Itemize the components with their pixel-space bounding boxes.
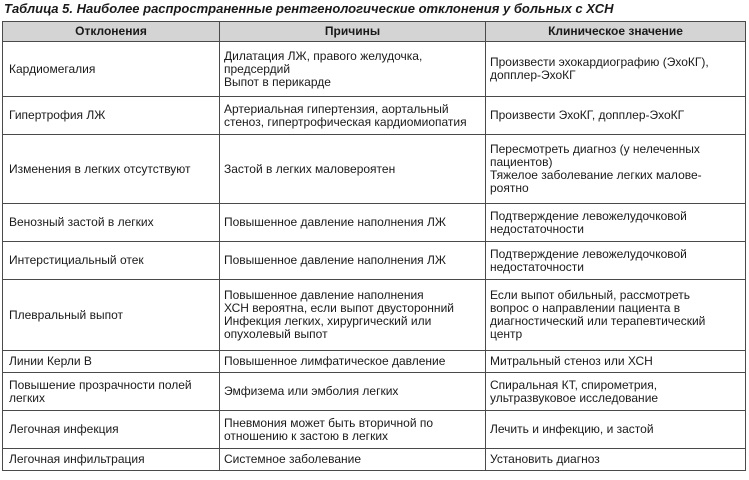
cell-text-line: вопрос о направлении пациента в	[490, 301, 681, 315]
significance-cell	[486, 411, 746, 449]
header-deviations: Отклонения	[3, 22, 220, 42]
cell-text-line: Лечить и инфекцию, и застой	[490, 422, 654, 436]
cell-text-line: Спиральная КТ, спирометрия,	[490, 377, 658, 392]
cell-text-line: Тяжелое заболевание легких малове-	[490, 168, 702, 182]
cell-text-line: Легочная инфекция	[9, 422, 119, 436]
table-row	[3, 135, 746, 204]
cell-text-line: Если выпот обильный, рассмотреть	[490, 288, 690, 302]
table-body	[3, 42, 746, 471]
cell-text-line: центр	[490, 327, 523, 341]
cell-text-line: Подтверждение левожелудочковой	[490, 246, 687, 261]
table-caption: Таблица 5. Наиболее распространенные рентгенологические отклонения у больных с ХСН	[4, 1, 614, 16]
cell-text-line: Произвести эхокардиографию (ЭхоКГ),	[490, 55, 709, 69]
cell-text-line: предсердий	[224, 61, 291, 76]
table-row	[3, 449, 746, 471]
table-row	[3, 411, 746, 449]
cell-text-line: стеноз, гипертрофическая кардиомиопатия	[224, 114, 467, 129]
cell-text-line: допплер-ЭхоКГ	[490, 68, 576, 82]
cell-text-line: Изменения в легких отсутствуют	[9, 161, 191, 176]
cell-text-line: Выпот в перикарде	[224, 74, 331, 89]
table-row	[3, 204, 746, 242]
table-row	[3, 351, 746, 373]
cell-text-line: отношению к застою в легких	[224, 428, 389, 443]
cell-text-line: роятно	[490, 181, 529, 195]
deviation-cell	[3, 351, 220, 373]
causes-cell	[220, 204, 486, 242]
cell-text-line: Кардиомегалия	[9, 61, 96, 76]
cell-text-line: Повышенное давление наполнения ЛЖ	[224, 215, 446, 229]
significance-cell	[486, 280, 746, 351]
causes-cell	[220, 373, 486, 411]
cell-text-line: опухолевый выпот	[224, 327, 328, 341]
cell-text-line: Дилатация ЛЖ, правого желудочка,	[224, 48, 423, 63]
cell-text-line: Митральный стеноз или ХСН	[490, 354, 653, 368]
cell-text-line: ХСН вероятна, если выпот двусторонний	[224, 301, 454, 315]
causes-cell	[220, 280, 486, 351]
cell-text-line: Артериальная гипертензия, аортальный	[224, 101, 449, 116]
deviation-cell	[3, 97, 220, 135]
cell-text-line: недостаточности	[490, 259, 585, 274]
deviation-cell	[3, 204, 220, 242]
causes-cell	[220, 242, 486, 280]
causes-cell	[220, 351, 486, 373]
cell-text-line: ультразвуковое исследование	[490, 390, 659, 405]
cell-text-line: Повышенное давление наполнения	[224, 288, 424, 302]
header-causes: Причины	[220, 22, 486, 42]
significance-cell	[486, 449, 746, 471]
table-row	[3, 242, 746, 280]
deviation-cell	[3, 373, 220, 411]
cell-text-line: Повышенное давление наполнения ЛЖ	[224, 253, 446, 267]
cell-text-line: Интерстициальный отек	[9, 253, 144, 267]
table-header	[3, 22, 746, 42]
cell-text-line: Пересмотреть диагноз (у нелеченных	[490, 142, 700, 156]
cell-text-line: Подтверждение левожелудочковой	[490, 208, 687, 223]
deviation-cell	[3, 280, 220, 351]
cell-text-line: Произвести ЭхоКГ, допплер-ЭхоКГ	[490, 108, 685, 122]
causes-cell	[220, 411, 486, 449]
deviation-cell	[3, 42, 220, 97]
deviation-cell	[3, 449, 220, 471]
cell-text-line: Застой в легких маловероятен	[224, 161, 396, 176]
cell-text-line: Венозный застой в легких	[9, 215, 154, 229]
significance-cell	[486, 351, 746, 373]
cell-text-line: Инфекция легких, хирургический или	[224, 314, 432, 328]
cell-text-line: Легочная инфильтрация	[9, 452, 145, 466]
table-row	[3, 373, 746, 411]
cell-text-line: Установить диагноз	[490, 452, 600, 466]
xray-findings-table	[2, 21, 746, 471]
cell-text-line: пациентов)	[490, 155, 553, 169]
header-row	[3, 22, 746, 42]
table-row	[3, 42, 746, 97]
significance-cell	[486, 242, 746, 280]
cell-text-line: Пневмония может быть вторичной по	[224, 415, 434, 430]
significance-cell	[486, 204, 746, 242]
significance-cell	[486, 42, 746, 97]
cell-text-line: Гипертрофия ЛЖ	[9, 108, 106, 122]
table-row	[3, 280, 746, 351]
significance-cell	[486, 135, 746, 204]
deviation-cell	[3, 135, 220, 204]
significance-cell	[486, 373, 746, 411]
cell-text-line: Системное заболевание	[224, 452, 362, 466]
causes-cell	[220, 42, 486, 97]
significance-cell	[486, 97, 746, 135]
header-clinical-significance: Клиническое значение	[486, 22, 746, 42]
cell-text-line: легких	[9, 390, 46, 405]
deviation-cell	[3, 411, 220, 449]
cell-text-line: Плевральный выпот	[9, 307, 123, 322]
cell-text-line: Эмфизема или эмболия легких	[224, 384, 399, 398]
cell-text-line: Повышение прозрачности полей	[9, 377, 192, 392]
causes-cell	[220, 97, 486, 135]
cell-text-line: Линии Керли В	[9, 354, 92, 368]
cell-text-line: недостаточности	[490, 221, 585, 236]
table-row	[3, 97, 746, 135]
cell-text-line: Повышенное лимфатическое давление	[224, 354, 446, 368]
deviation-cell	[3, 242, 220, 280]
causes-cell	[220, 135, 486, 204]
causes-cell	[220, 449, 486, 471]
cell-text-line: диагностический или терапевтический	[490, 314, 706, 328]
